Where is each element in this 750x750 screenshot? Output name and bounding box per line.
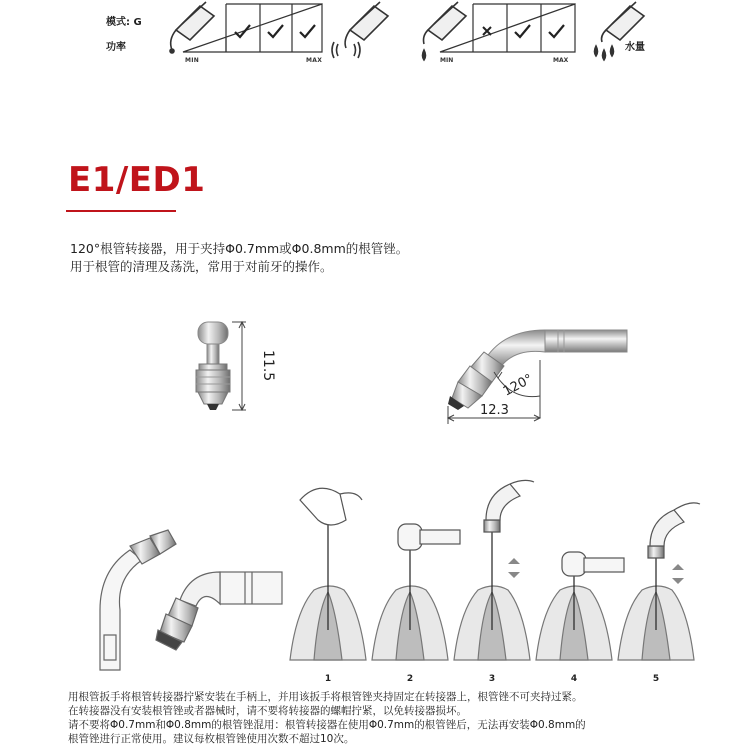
tooth-step-1 bbox=[290, 488, 366, 660]
step-number-4: 4 bbox=[570, 674, 578, 684]
angle-value: 120° bbox=[500, 371, 536, 400]
step-number-1: 1 bbox=[324, 674, 332, 684]
product-title: E1/ED1 bbox=[68, 160, 206, 200]
water-max-label: MAX bbox=[553, 57, 569, 64]
water-tip-icon-left bbox=[423, 2, 467, 60]
step-number-3: 3 bbox=[488, 674, 496, 684]
power-min-label: MIN bbox=[185, 57, 200, 64]
power-label: 功率 bbox=[106, 42, 126, 53]
title-underline bbox=[66, 210, 176, 212]
note-line-1: 用根管扳手将根管转接器拧紧安装在手柄上，并用该扳手将根管锉夹持固定在转接器上，根管锉不可夹持过紧。 bbox=[68, 691, 583, 703]
dimension-drawings bbox=[0, 300, 750, 440]
water-check-2 bbox=[515, 25, 530, 37]
power-check-2 bbox=[268, 25, 283, 37]
power-max-label: MAX bbox=[306, 57, 323, 64]
header-scales bbox=[0, 0, 750, 80]
note-line-4: 根管锉进行正常使用。建议每枚根管锉使用次数不超过10次。 bbox=[68, 733, 355, 745]
tooth-step-2 bbox=[372, 524, 460, 660]
note-line-2: 在转接器没有安装根管锉或者器械时，请不要将转接器的螺帽拧紧，以免转接器损坏。 bbox=[68, 705, 467, 717]
tooth-step-5 bbox=[618, 503, 700, 660]
adaptor-horizontal bbox=[156, 572, 282, 650]
height-dimension bbox=[232, 322, 246, 410]
vibration-tip-icon bbox=[332, 2, 388, 58]
tip-front-view bbox=[196, 322, 230, 410]
note-line-3: 请不要将Φ0.7mm和Φ0.8mm的根管锉混用：根管转接器在使用Φ0.7mm的根管锉后，无法再安装Φ0.8mm的 bbox=[68, 719, 586, 731]
tooth-step-4 bbox=[536, 552, 624, 660]
water-min-label: MIN bbox=[440, 57, 454, 64]
water-check-3 bbox=[549, 25, 564, 37]
step-number-2: 2 bbox=[406, 674, 414, 684]
usage-illustration bbox=[0, 460, 750, 690]
power-check-3 bbox=[300, 25, 315, 37]
adaptor-vertical bbox=[100, 530, 176, 670]
water-label: 水量 bbox=[625, 42, 645, 53]
mode-label: 模式: G bbox=[106, 17, 142, 28]
product-desc-line2: 用于根管的清理及荡洗，常用于对前牙的操作。 bbox=[70, 259, 333, 274]
tip-side-view bbox=[448, 330, 627, 410]
height-value: 11.5 bbox=[260, 350, 276, 382]
handpiece-tip-icon bbox=[170, 2, 214, 53]
length-value: 12.3 bbox=[480, 403, 509, 418]
product-desc-line1: 120°根管转接器，用于夹持Φ0.7mm或Φ0.8mm的根管锉。 bbox=[70, 241, 409, 256]
tooth-step-3 bbox=[454, 480, 534, 660]
water-cross-1 bbox=[483, 27, 491, 35]
water-drops-icon bbox=[595, 2, 645, 60]
step-number-5: 5 bbox=[652, 674, 660, 684]
